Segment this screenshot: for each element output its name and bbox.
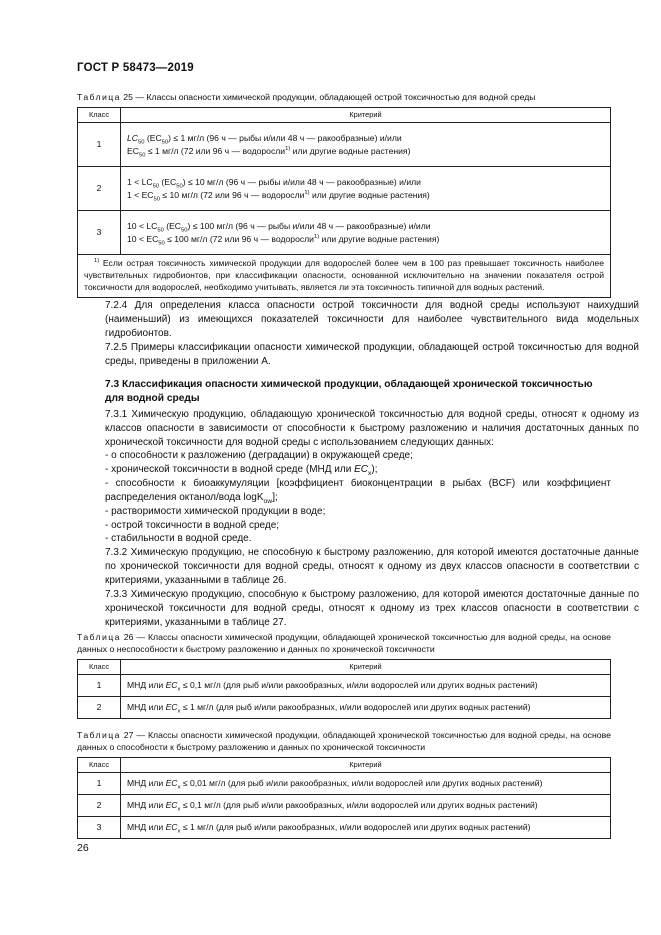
list-item-text: - хронической токсичности в водной среде (МНД или [105, 463, 355, 475]
criterion-text: ) ≤ 100 мг/л (96 ч — рыбы и/или 48 ч — ракообразные) и/или [187, 220, 431, 231]
criterion-text: ) ≤ 10 мг/л (96 ч — рыбы и/или 48 ч — ракообразные) и/или [182, 176, 421, 187]
criterion-text: или другие водные растения) [319, 233, 440, 244]
ec-symbol: EC [165, 822, 178, 833]
table-25 [77, 107, 611, 298]
criterion-text: ≤ 100 мг/л (72 или 96 ч — водоросли [164, 233, 314, 244]
subscript: 50 [157, 227, 164, 234]
table-27-row-1-class: 1 [78, 773, 121, 795]
lc-symbol: LC [127, 132, 138, 143]
subscript: x [177, 708, 181, 715]
criterion-text: ≤ 0,1 мг/л (для рыб и/или ракообразных, и/или водорослей или других водных растений) [180, 800, 538, 811]
table-26-caption-label: Таблица [77, 632, 121, 642]
criterion-text: ≤ 0,01 мг/л (для рыб и/или ракообразных, и/или водорослей или других водных растений) [180, 778, 543, 789]
table-25-header-criterion: Критерий [121, 108, 611, 123]
table-27-header-row [78, 758, 611, 773]
criterion-text: 1 < EC [127, 189, 154, 200]
table-27-row-2-criterion [121, 795, 611, 817]
footnote-mark: 1) [94, 258, 100, 265]
table-25-header-row [78, 108, 611, 123]
table-26-header-class: Класс [78, 660, 121, 675]
footnote-ref: 1) [304, 189, 310, 196]
table-26-caption-text: 26 — Классы опасности химической продукции, обладающей хронической токсичностью для водной среды, на основе данных о неспособности к быстрому разложению и данных по хронической токсичности [77, 632, 611, 655]
clause-7-2-5: 7.2.5 Примеры классификации опасности химической продукции, обладающей острой токсичностью для водной среды, приведены в приложении А. [105, 342, 639, 367]
table-25-row-1-criterion [121, 123, 611, 167]
table-25-caption-text: 25 — Классы опасности химической продукции, обладающей острой токсичностью для водной среды [120, 92, 536, 102]
list-item [77, 477, 611, 505]
criterion-text: 10 < LC [127, 220, 158, 231]
criterion-text: или другие водные растения) [309, 189, 430, 200]
subscript: 50 [138, 139, 145, 146]
criterion-line [127, 176, 606, 189]
criterion-text: ≤ 10 мг/л (72 или 96 ч — водоросли [160, 189, 305, 200]
table-25-header-class: Класс [78, 108, 121, 123]
subscript: ow [263, 497, 273, 505]
table-25-row-3-class: 3 [78, 211, 121, 255]
table-26 [77, 659, 611, 719]
footnote-ref: 1) [285, 145, 291, 152]
data-list [77, 449, 611, 546]
footnote-text: Если острая токсичность химической продукции для водорослей более чем в 100 раз превышает токсичность наиболее чувствительных гидробионтов, при классификации опасности, основанной исключительно на значении показателя острой токсичности для водорослей, необходимо учитывать, является ли эта токсичность типичной для водных растений. [84, 258, 604, 293]
subscript: x [177, 828, 181, 835]
table-26-row-1 [78, 675, 611, 697]
table-26-header-criterion: Критерий [121, 660, 611, 675]
criterion-text: ≤ 1 мг/л (для рыб и/или ракообразных, и/или водорослей или других водных растений) [180, 702, 531, 713]
criterion-text: 1 < LC [127, 176, 153, 187]
criterion-text: МНД или [127, 680, 166, 691]
table-25-footnote-row [78, 255, 611, 298]
clause-7-3-1: 7.3.1 Химическую продукцию, обладающую хронической токсичностью для водной среды, относят к одному из классов опасности в зависимости от способности к быстрому разложению и наличия достаточных данных по хронической токсичности для водной среды с использованием следующих данных: [105, 409, 639, 448]
section-7-3-title: 7.3 Классификация опасности химической продукции, обладающей хронической токсичностью для водной среды [105, 379, 593, 404]
table-25-caption [77, 91, 611, 103]
list-item-text: ); [371, 463, 378, 475]
table-26-row-2-class: 2 [78, 697, 121, 719]
list-item: - о способности к разложению (деградации) в окружающей среде; [105, 450, 413, 461]
table-27-caption [77, 729, 611, 753]
table-25-row-2 [78, 167, 611, 211]
table-26-row-2 [78, 697, 611, 719]
document-code-header: ГОСТ Р 58473—2019 [77, 62, 194, 74]
criterion-line [127, 220, 606, 233]
criterion-text: (EC [159, 176, 177, 187]
criterion-line [127, 233, 606, 246]
list-item-text: - способности к биоаккумуляции [коэффициент биоконцентрации в рыбах (BCF) или коэффициент распределения октанол/вода logK [105, 477, 611, 503]
table-25-caption-label: Таблица [77, 92, 121, 102]
table-25-row-1 [78, 123, 611, 167]
list-item [77, 463, 611, 477]
criterion-text: (EC [163, 220, 182, 231]
subscript: x [177, 784, 181, 791]
criterion-text: EC [127, 145, 139, 156]
subscript: 50 [153, 196, 160, 203]
table-26-row-1-criterion [121, 675, 611, 697]
subscript: x [177, 806, 181, 813]
table-25-footnote [78, 255, 611, 298]
page-number: 26 [77, 842, 89, 854]
table-26-row-1-class: 1 [78, 675, 121, 697]
subscript: x [367, 469, 372, 477]
subscript: 50 [176, 183, 183, 190]
table-27-row-1-criterion [121, 773, 611, 795]
table-27-row-1 [78, 773, 611, 795]
footnote-ref: 1) [313, 233, 320, 240]
ec-symbol: EC [165, 778, 178, 789]
subscript: 50 [152, 183, 160, 190]
list-item: - стабильности в водной среде. [105, 533, 252, 545]
criterion-text: МНД или [127, 800, 166, 811]
subscript: 50 [161, 139, 169, 146]
clause-7-3-3: 7.3.3 Химическую продукцию, способную к быстрому разложению, для которой имеются достаточные данные по хронической токсичности для водной среды, относят к одному из трех классов опасности в соответствии с критериями, указанными в таблице 27. [105, 589, 639, 628]
ec-symbol: EC [354, 463, 368, 475]
list-item-text: ]; [272, 491, 278, 503]
table-26-header-row [78, 660, 611, 675]
table-25-row-2-class: 2 [78, 167, 121, 211]
list-item: - растворимости химической продукции в воде; [105, 505, 326, 517]
table-27-row-2-class: 2 [78, 795, 121, 817]
clause-7-3-2: 7.3.2 Химическую продукцию, не способную к быстрому разложению, для которой имеются достаточные данные по хронической токсичности для водной среды, относят к одному из двух классов опасности в соответствии с критериями, указанными в таблице 26. [105, 547, 639, 586]
criterion-text: или другие водные растения) [290, 145, 411, 156]
criterion-line [127, 145, 606, 158]
subscript: x [177, 686, 181, 693]
table-27-header-criterion: Критерий [121, 758, 611, 773]
criterion-text: МНД или [127, 822, 166, 833]
ec-symbol: EC [165, 680, 178, 691]
table-27 [77, 757, 611, 839]
criterion-text: 10 < EC [127, 233, 159, 244]
table-25-row-3-criterion [121, 211, 611, 255]
table-27-row-3-criterion [121, 817, 611, 839]
criterion-text: МНД или [127, 702, 166, 713]
table-25-row-2-criterion [121, 167, 611, 211]
subscript: 50 [158, 240, 165, 247]
ec-symbol: EC [165, 702, 178, 713]
ec-symbol: EC [165, 800, 178, 811]
table-27-row-3-class: 3 [78, 817, 121, 839]
criterion-text: ≤ 1 мг/л (для рыб и/или ракообразных, и/или водорослей или других водных растений) [180, 822, 531, 833]
subscript: 50 [181, 227, 188, 234]
criterion-line [127, 189, 606, 202]
table-27-caption-label: Таблица [77, 730, 121, 740]
subscript: 50 [138, 152, 146, 159]
table-25-row-1-class: 1 [78, 123, 121, 167]
list-item: - острой токсичности в водной среде; [105, 519, 280, 531]
criterion-text: ≤ 0,1 мг/л (для рыб и/или ракообразных, и/или водорослей или других водных растений) [180, 680, 538, 691]
table-27-caption-text: 27 — Классы опасности химической продукции, обладающей хронической токсичностью для водной среды, на основе данных о способности к быстрому разложению и данных по хронической токсичности [77, 730, 611, 753]
table-27-row-3 [78, 817, 611, 839]
criterion-text: ) ≤ 1 мг/л (96 ч — рыбы и/или 48 ч — ракообразные) и/или [168, 132, 402, 143]
clause-7-2-4: 7.2.4 Для определения класса опасности острой токсичности для водной среды используют наихудший (наименьший) из имеющихся показателей токсичности для наиболее чувствительного вида модельных гидробионтов. [105, 300, 639, 339]
table-26-row-2-criterion [121, 697, 611, 719]
criterion-text: МНД или [127, 778, 166, 789]
table-27-header-class: Класс [78, 758, 121, 773]
table-27-row-2 [78, 795, 611, 817]
criterion-line [127, 132, 606, 145]
criterion-text: (EC [144, 132, 162, 143]
criterion-text: ≤ 1 мг/л (72 или 96 ч — водоросли [145, 145, 286, 156]
table-25-row-3 [78, 211, 611, 255]
table-26-caption [77, 631, 611, 655]
